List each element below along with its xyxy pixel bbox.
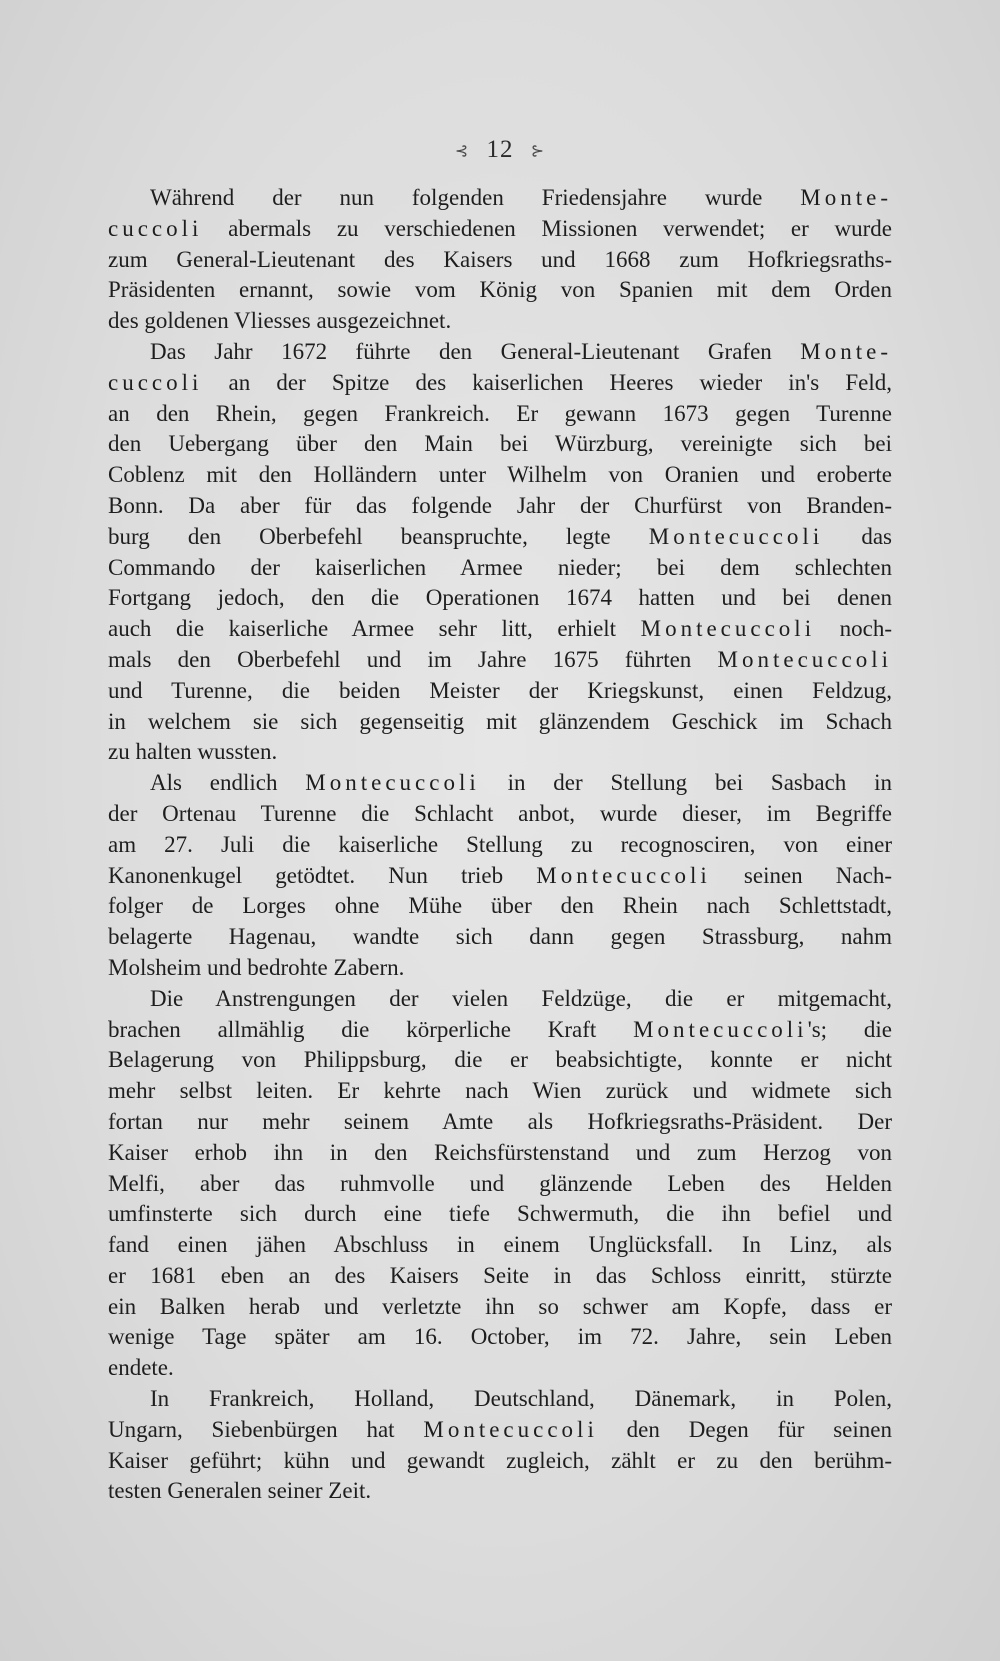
text-line: am 27. Juli die kaiserliche Stellung zu recognosciren, von einer xyxy=(108,831,892,857)
text-line: umfinsterte sich durch eine tiefe Schwermuth, die ihn befiel und xyxy=(108,1201,892,1227)
text-line: und Turenne, die beiden Meister der Kriegskunst, einen Feldzug, xyxy=(108,677,892,703)
text-line: auch die kaiserliche Armee sehr litt, erhielt Montecuccoli noch- xyxy=(108,616,893,642)
ornament-right-icon: ⊱ xyxy=(530,143,546,161)
text-line: mals den Oberbefehl und im Jahre 1675 führten Montecuccoli xyxy=(108,646,892,672)
spaced-name: cuccoli xyxy=(108,369,203,395)
paragraph xyxy=(108,984,892,1384)
text-line: Die Anstrengungen der vielen Feldzüge, die er mitgemacht, xyxy=(150,985,892,1011)
text-line: fand einen jähen Abschluss in einem Unglücksfall. In Linz, als xyxy=(108,1232,892,1258)
spaced-name: Montecuccoli xyxy=(305,770,480,796)
text-line: zum General-Lieutenant des Kaisers und 1668 zum Hofkriegsraths- xyxy=(108,246,892,272)
paragraph xyxy=(108,768,892,984)
spaced-name: Monte- xyxy=(800,338,892,364)
text-line: testen Generalen seiner Zeit. xyxy=(108,1478,372,1504)
text-line: Während der nun folgenden Friedensjahre wurde Monte- xyxy=(150,185,892,210)
text-line: Commando der kaiserlichen Armee nieder; bei dem schlechten xyxy=(108,554,892,580)
text-line: In Frankreich, Holland, Deutschland, Dänemark, in Polen, xyxy=(150,1386,892,1412)
text-line: ein Balken herab und verletzte ihn so schwer am Kopfe, dass er xyxy=(108,1293,892,1319)
paragraph xyxy=(108,1384,892,1507)
text-line: des goldenen Vliesses ausgezeichnet. xyxy=(108,308,452,334)
text-line: endete. xyxy=(108,1355,174,1381)
text-line: Fortgang jedoch, den die Operationen 1674 hatten und bei denen xyxy=(108,585,892,611)
spaced-name: Montecuccoli xyxy=(648,523,824,549)
text-line: der Ortenau Turenne die Schlacht anbot, wurde dieser, im Begriffe xyxy=(108,800,892,826)
ornament-left-icon: ⊰ xyxy=(454,143,470,161)
text-line: fortan nur mehr seinem Amte als Hofkriegsraths-Präsident. Der xyxy=(108,1108,892,1134)
text-line: mehr selbst leiten. Er kehrte nach Wien zurück und widmete sich xyxy=(108,1078,892,1104)
body-text xyxy=(108,183,892,1507)
text-line: an den Rhein, gegen Frankreich. Er gewann 1673 gegen Turenne xyxy=(108,400,892,426)
text-line: in welchem sie sich gegenseitig mit glänzendem Geschick im Schach xyxy=(108,708,892,734)
text-line: er 1681 eben an des Kaisers Seite in das Schloss einritt, stürzte xyxy=(108,1262,892,1288)
text-line: folger de Lorges ohne Mühe über den Rhein nach Schlettstadt, xyxy=(108,893,892,919)
spaced-name: cuccoli xyxy=(108,215,203,241)
text-line: Ungarn, Siebenbürgen hat Montecuccoli den Degen für seinen xyxy=(108,1416,892,1442)
text-line: belagerte Hagenau, wandte sich dann gegen Strassburg, nahm xyxy=(108,924,892,950)
text-line: Bonn. Da aber für das folgende Jahr der Churfürst von Branden- xyxy=(108,492,892,518)
text-line: Belagerung von Philippsburg, die er beabsichtigte, konnte er nicht xyxy=(108,1047,892,1073)
text-line: wenige Tage später am 16. October, im 72. Jahre, sein Leben xyxy=(108,1324,892,1350)
paragraph xyxy=(108,337,892,768)
text-line: Kaiser geführt; kühn und gewandt zugleich, zählt er zu den berühm- xyxy=(108,1447,892,1473)
spaced-name: Montecuccoli xyxy=(717,646,892,672)
paragraph xyxy=(108,183,892,337)
text-line: cuccoli abermals zu verschiedenen Missionen verwendet; er wurde xyxy=(108,215,892,241)
text-line: Kaiser erhob ihn in den Reichsfürstenstand und zum Herzog von xyxy=(108,1139,892,1165)
text-line: Das Jahr 1672 führte den General-Lieutenant Grafen Monte- xyxy=(150,338,892,364)
text-line: burg den Oberbefehl beanspruchte, legte Montecuccoli das xyxy=(108,523,892,549)
text-line: brachen allmählig die körperliche Kraft Montecuccoli's; die xyxy=(108,1016,892,1042)
page-number: 12 xyxy=(486,136,514,163)
spaced-name: Montecuccoli xyxy=(640,616,816,642)
spaced-name: Monte- xyxy=(800,185,892,210)
spaced-name: Montecuccoli xyxy=(423,1416,598,1442)
spaced-name: Montecuccoli xyxy=(633,1016,808,1042)
text-line: zu halten wussten. xyxy=(108,739,278,765)
text-line: Präsidenten ernannt, sowie vom König von Spanien mit dem Orden xyxy=(108,277,892,303)
text-line: cuccoli an der Spitze des kaiserlichen Heeres wieder in's Feld, xyxy=(108,369,892,395)
text-line: Kanonenkugel getödtet. Nun trieb Montecuccoli seinen Nach- xyxy=(108,862,892,888)
text-line: Molsheim und bedrohte Zabern. xyxy=(108,954,405,980)
text-line: Als endlich Montecuccoli in der Stellung bei Sasbach in xyxy=(150,770,892,796)
text-line: Melfi, aber das ruhmvolle und glänzende Leben des Helden xyxy=(108,1170,892,1196)
spaced-name: Montecuccoli xyxy=(536,862,711,888)
text-line: den Uebergang über den Main bei Würzburg, vereinigte sich bei xyxy=(108,431,892,457)
text-line: Coblenz mit den Holländern unter Wilhelm von Oranien und eroberte xyxy=(108,462,892,488)
page-header xyxy=(0,136,1000,164)
